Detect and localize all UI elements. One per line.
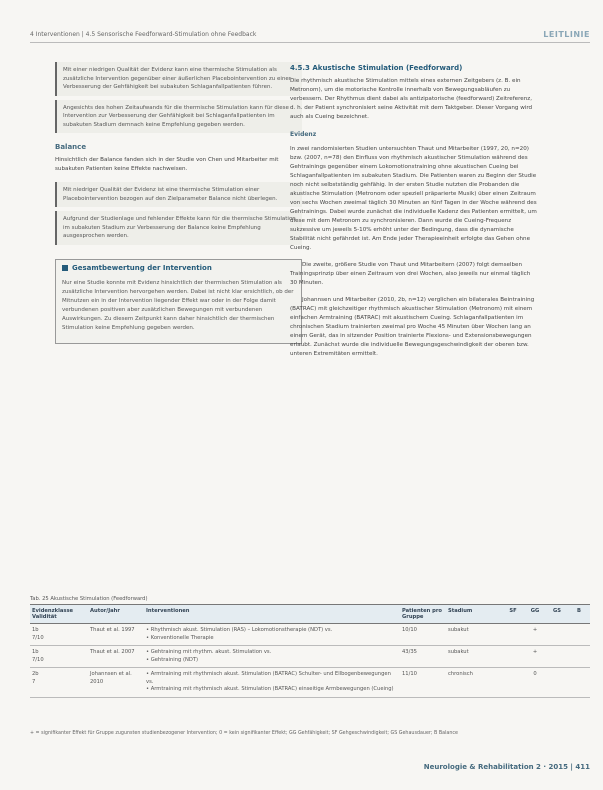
table-cell xyxy=(568,646,590,668)
evidence-table xyxy=(30,596,590,698)
square-bullet-icon xyxy=(62,265,68,271)
paragraph: Die zweite, größere Studie von Thaut und Mitarbeitern (2007) folgt demselben Trainingsprinzip über einen Zeitraum von drei Wochen, also jeweils nur einmal täglich 30 Minuten. xyxy=(290,262,531,286)
table-row xyxy=(30,624,590,646)
column-header: Evidenzklasse Validität xyxy=(30,605,88,624)
table-cell: + xyxy=(524,646,546,668)
table-row xyxy=(30,646,590,668)
balance-paragraph: Hinsichtlich der Balance fanden sich in der Studie von Chen und Mitarbeiter mit subakuten Patienten keine Effekte nachweisen. xyxy=(55,157,279,172)
table-cell: • Gehtraining mit rhythm. akust. Stimulation vs. • Gehtraining (NDT) xyxy=(144,646,400,668)
table-cell xyxy=(568,668,590,698)
page-footer: Neurologie & Rehabilitation 2 · 2015 | 411 xyxy=(423,763,590,771)
column-header: SF xyxy=(502,605,524,624)
table xyxy=(30,604,590,698)
left-column xyxy=(55,62,302,344)
summary-text: Nur eine Studie konnte mit Evidenz hinsichtlich der thermischen Stimulation als zusätzliche Intervention hervorgehen werden. Dabei ist nicht klar ersichtlich, ob der Mitnutzen ein in der Intervention liegender Effekt war oder in der Folge damit verbundenen positiven aber zusätzlichen Bewegungen mit verbundenen Auswirkungen. Zu diesem Zeitpunkt kann daher hinsichtlich der thermischen Stimulation keine Empfehlung gegeben werden. xyxy=(62,279,294,331)
evidence-box: Mit niedriger Qualität der Evidenz ist eine thermische Stimulation einer Placebointervention bezogen auf den Zielparameter Balance nicht überlegen. xyxy=(55,182,302,207)
table-cell: • Armtraining mit rhythmisch akust. Stimulation (BATRAC) Schulter- und Ellbogenbewegungen vs. • Armtraining mit rhythmisch akust. Stimulation (BATRAC) einseitige Armbewegungen (Cueing) xyxy=(144,668,400,698)
column-header: Autor/Jahr xyxy=(88,605,144,624)
intro-paragraph: Die rhythmisch akustische Stimulation mittels eines externen Zeitgebers (z. B. ein Metronom), um die motorische Kontrolle innerhalb von Bewegungsabläufen zu verbessern. Der Rhythmus dient dabei als antizipatorische (feedforward) Zeitreferenz, d. h. der Patient synchronisiert seine Aktivität mit dem Taktgeber. Dieser Vorgang wird auch als Cueing bezeichnet. xyxy=(290,78,533,120)
summary-title-text: Gesamtbewertung der Intervention xyxy=(72,263,212,272)
summary-box xyxy=(55,259,302,344)
column-header: GG xyxy=(524,605,546,624)
table-cell xyxy=(568,624,590,646)
column-header: B xyxy=(568,605,590,624)
table-cell xyxy=(502,624,524,646)
evidence-heading: Evidenz xyxy=(290,131,317,138)
paragraph: Johannsen und Mitarbeiter (2010, 2b, n=12) verglichen ein bilaterales Beintraining (BATRAC) mit gleichzeitiger rhythmisch akustischer Stimulation (Metronom) mit einem einfachen Armtraining (BATRAC) mit akustischem Cueing. Schlaganfallpatienten im chronischen Stadium trainierten zweimal pro Woche 45 Minuten über Wochen lang an einem Gerät, das in sitzender Position trainierte Flexions- und Extensionsbewegungen erlaubt. Zunächst wurde die individuelle Bewegungsgeschwindigkeit der oberen bzw. unteren Extremitäten ermittelt. xyxy=(290,297,535,357)
table-cell: 43/35 xyxy=(400,646,446,668)
table-cell xyxy=(502,646,524,668)
summary-title xyxy=(62,264,295,273)
table-caption: Tab. 25 Akustische Stimulation (Feedforward) xyxy=(30,596,148,602)
table-cell: 10/10 xyxy=(400,624,446,646)
table-cell: 11/10 xyxy=(400,668,446,698)
column-header: Stadium xyxy=(446,605,502,624)
table-cell xyxy=(546,624,568,646)
table-cell: chronisch xyxy=(446,668,502,698)
table-cell: 2b 7 xyxy=(30,668,88,698)
running-header: 4 Interventionen | 4.5 Sensorische Feedforward-Stimulation ohne Feedback xyxy=(30,31,257,38)
table-cell xyxy=(546,668,568,698)
recommendation-box: Angesichts des hohen Zeitaufwands für die thermische Stimulation kann für diese Intervention zur Verbesserung der Gehfähigkeit bei Schlaganfallpatienten im subakuten Stadium demnach keine Empfehlung gegeben werden. xyxy=(55,100,302,134)
page-header xyxy=(30,30,590,43)
table-cell: 1b 7/10 xyxy=(30,646,88,668)
table-cell: Thaut et al. 2007 xyxy=(88,646,144,668)
recommendation-box: Aufgrund der Studienlage und fehlender Effekte kann für die thermische Stimulation im subakuten Stadium zur Verbesserung der Balance keine Empfehlung ausgesprochen werden. xyxy=(55,211,302,245)
table-footnote: + = signifikanter Effekt für Gruppe zugunsten studienbezogener Intervention; 0 = kein signifikanter Effekt; GG Gehfähigkeit; SF Gehgeschwindigkeit; GS Gehausdauer; B Balance xyxy=(30,731,458,736)
table-cell: + xyxy=(524,624,546,646)
table-cell: Johannsen et al. 2010 xyxy=(88,668,144,698)
table-cell: 1b 7/10 xyxy=(30,624,88,646)
table-cell xyxy=(502,668,524,698)
table-row xyxy=(30,668,590,698)
table-header-row xyxy=(30,605,590,624)
table-cell: subakut xyxy=(446,646,502,668)
evidence-box: Mit einer niedrigen Qualität der Evidenz kann eine thermische Stimulation als zusätzliche Intervention gegenüber einer äußerlichen Placebointervention zu einer Verbesserung der Gehfähigkeit bei subakuten Schlaganfallpatienten führen. xyxy=(55,62,302,96)
table-cell xyxy=(546,646,568,668)
table-cell: Thaut et al. 1997 xyxy=(88,624,144,646)
table-cell: • Rhythmisch akust. Stimulation (RAS) – Lokomotionstherapie (NDT) vs. • Konventionelle Therapie xyxy=(144,624,400,646)
table-cell: 0 xyxy=(524,668,546,698)
right-column xyxy=(290,62,537,367)
paragraph: In zwei randomisierten Studien untersuchten Thaut und Mitarbeiter (1997, 20, n=20) bzw. (2007, n=78) den Einfluss von rhythmisch akustischer Stimulation während des Gehtrainings gegenüber einem Lokomotionstraining ohne akustischen Cueing bei Schlaganfallpatienten im subakuten Stadium. Die Patienten waren zu Beginn der Studie noch nicht selbstständig gehfähig. In der ersten Studie nutzten die Probanden die akustische Stimulation (Metronom oder speziell präparierte Musik) über einen Zeitraum von sechs Wochen zweimal täglich 30 Minuten an fünf Tagen in der Woche während des Gehtrainings. Dabei wurde zunächst die individuelle Kadenz des Patienten ermittelt, um diese mit dem Metronom zu synchronisieren. Dann wurde die Cueing-Frequenz sukzessive um jeweils 5-10% erhöht unter der Bedingung, dass die dynamische Stabilität nicht gefährdet ist. Am Ende jeder Therapieeinheit erfolgte das Gehen ohne Cueing. xyxy=(290,146,537,251)
column-header: GS xyxy=(546,605,568,624)
section-heading: 4.5.3 Akustische Stimulation (Feedforward) xyxy=(290,64,463,72)
balance-heading: Balance xyxy=(55,143,87,151)
section-label: LEITLINIE xyxy=(543,30,590,39)
column-header: Patienten pro Gruppe xyxy=(400,605,446,624)
table-cell: subakut xyxy=(446,624,502,646)
column-header: Interventionen xyxy=(144,605,400,624)
